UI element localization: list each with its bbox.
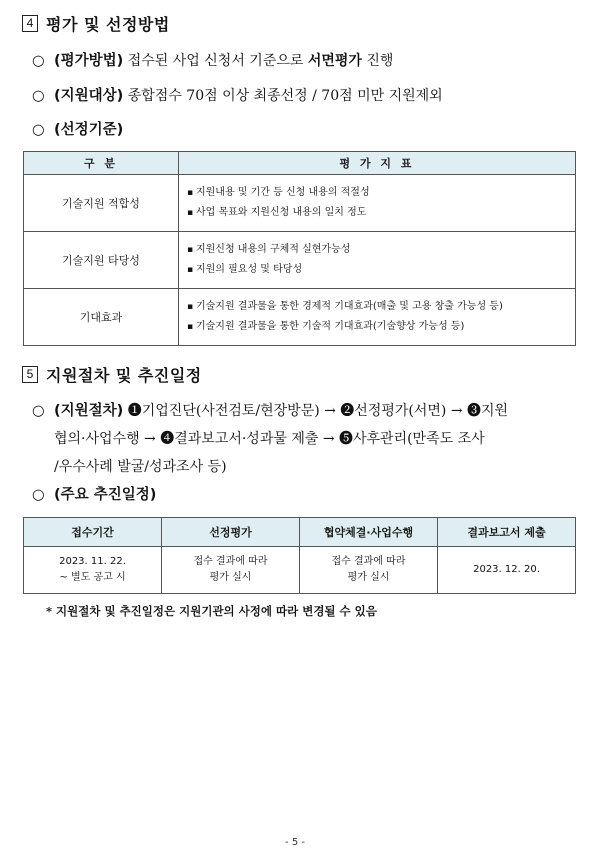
bullet-text: 진행 <box>361 53 394 69</box>
indicator-cell <box>179 232 576 289</box>
cell-line: 접수 결과에 따라 <box>193 556 268 567</box>
bullet-text: 접수된 사업 신청서 기준으로 <box>123 53 308 69</box>
bullet-procedure <box>32 397 577 481</box>
indicator-item: ▪ 기술지원 결과물을 통한 기술적 기대효과(기술향상 가능성 등) <box>187 317 569 337</box>
circle-bullet-icon: ○ <box>32 487 45 503</box>
bullet-emphasis: 서면평가 <box>307 53 362 69</box>
section-number-box: 5 <box>22 366 38 383</box>
section-title: 지원절차 및 추진일정 <box>46 366 202 385</box>
cell-line: 평가 실시 <box>209 572 252 583</box>
bullet-label: (평가방법) <box>54 53 124 69</box>
bullet-label: (선정기준) <box>54 122 124 138</box>
bullet-label: (지원대상) <box>54 88 124 104</box>
bullet-label: (지원절차) <box>54 403 124 419</box>
section-5-heading <box>22 363 202 386</box>
circle-bullet-icon: ○ <box>32 122 45 138</box>
procedure-line <box>32 397 577 425</box>
table-row <box>24 232 576 289</box>
bullet-schedule <box>32 482 156 508</box>
table-header-cell: 구 분 <box>24 152 179 175</box>
table-row <box>24 175 576 232</box>
cell-line: 2023. 12. 20. <box>473 564 540 575</box>
table-header-cell: 평 가 지 표 <box>179 152 576 175</box>
circle-bullet-icon: ○ <box>32 403 45 419</box>
table-header-cell: 선정평가 <box>162 518 300 547</box>
schedule-cell <box>300 547 438 594</box>
evaluation-criteria-table <box>23 151 576 346</box>
cell-line: 접수 결과에 따라 <box>331 556 406 567</box>
cell-line: ~ 별도 공고 시 <box>59 572 126 583</box>
schedule-table <box>23 517 576 594</box>
indicator-item: ▪ 지원의 필요성 및 타당성 <box>187 260 569 280</box>
circle-bullet-icon: ○ <box>32 53 45 69</box>
table-header-cell: 협약체결·사업수행 <box>300 518 438 547</box>
indicator-item: ▪ 사업 목표와 지원신청 내용의 일치 정도 <box>187 203 569 223</box>
table-header-row <box>24 518 576 547</box>
schedule-cell <box>24 547 162 594</box>
schedule-cell <box>438 547 576 594</box>
procedure-line <box>32 425 577 453</box>
procedure-text: ❶기업진단(사전검토/현장방문) → ❷선정평가(서면) → ❸지원 <box>123 403 509 419</box>
indicator-cell <box>179 289 576 346</box>
category-cell: 기술지원 적합성 <box>24 175 179 232</box>
bullet-label: (주요 추진일정) <box>54 487 157 503</box>
table-header-cell: 접수기간 <box>24 518 162 547</box>
indicator-item: ▪ 지원내용 및 기간 등 신청 내용의 적절성 <box>187 183 569 203</box>
indicator-item: ▪ 기술지원 결과물을 통한 경제적 기대효과(매출 및 고용 창출 가능성 등) <box>187 297 569 317</box>
table-header-cell: 결과보고서 제출 <box>438 518 576 547</box>
bullet-support-target <box>32 83 443 109</box>
footnote: * 지원절차 및 추진일정은 지원기관의 사정에 따라 변경될 수 있음 <box>46 604 377 618</box>
category-cell: 기술지원 타당성 <box>24 232 179 289</box>
circle-bullet-icon: ○ <box>32 88 45 104</box>
bullet-evaluation-method <box>32 48 393 74</box>
table-row <box>24 547 576 594</box>
category-cell: 기대효과 <box>24 289 179 346</box>
procedure-line <box>32 453 577 481</box>
cell-line: 2023. 11. 22. <box>59 556 126 567</box>
bullet-text: 종합점수 70점 이상 최종선정 / 70점 미만 지원제외 <box>123 88 443 104</box>
schedule-cell <box>162 547 300 594</box>
section-4-heading <box>22 12 170 35</box>
table-header-row <box>24 152 576 175</box>
page-number: - 5 - <box>285 837 305 848</box>
table-row <box>24 289 576 346</box>
section-number-box: 4 <box>22 15 38 32</box>
indicator-cell <box>179 175 576 232</box>
procedure-text: 협의·사업수행 → ❹결과보고서·성과물 제출 → ❺사후관리(만족도 조사 <box>54 431 485 447</box>
bullet-selection-criteria <box>32 117 123 143</box>
indicator-item: ▪ 지원신청 내용의 구체적 실현가능성 <box>187 240 569 260</box>
cell-line: 평가 실시 <box>347 572 390 583</box>
section-title: 평가 및 선정방법 <box>46 15 170 34</box>
procedure-text: /우수사례 발굴/성과조사 등) <box>54 459 227 475</box>
